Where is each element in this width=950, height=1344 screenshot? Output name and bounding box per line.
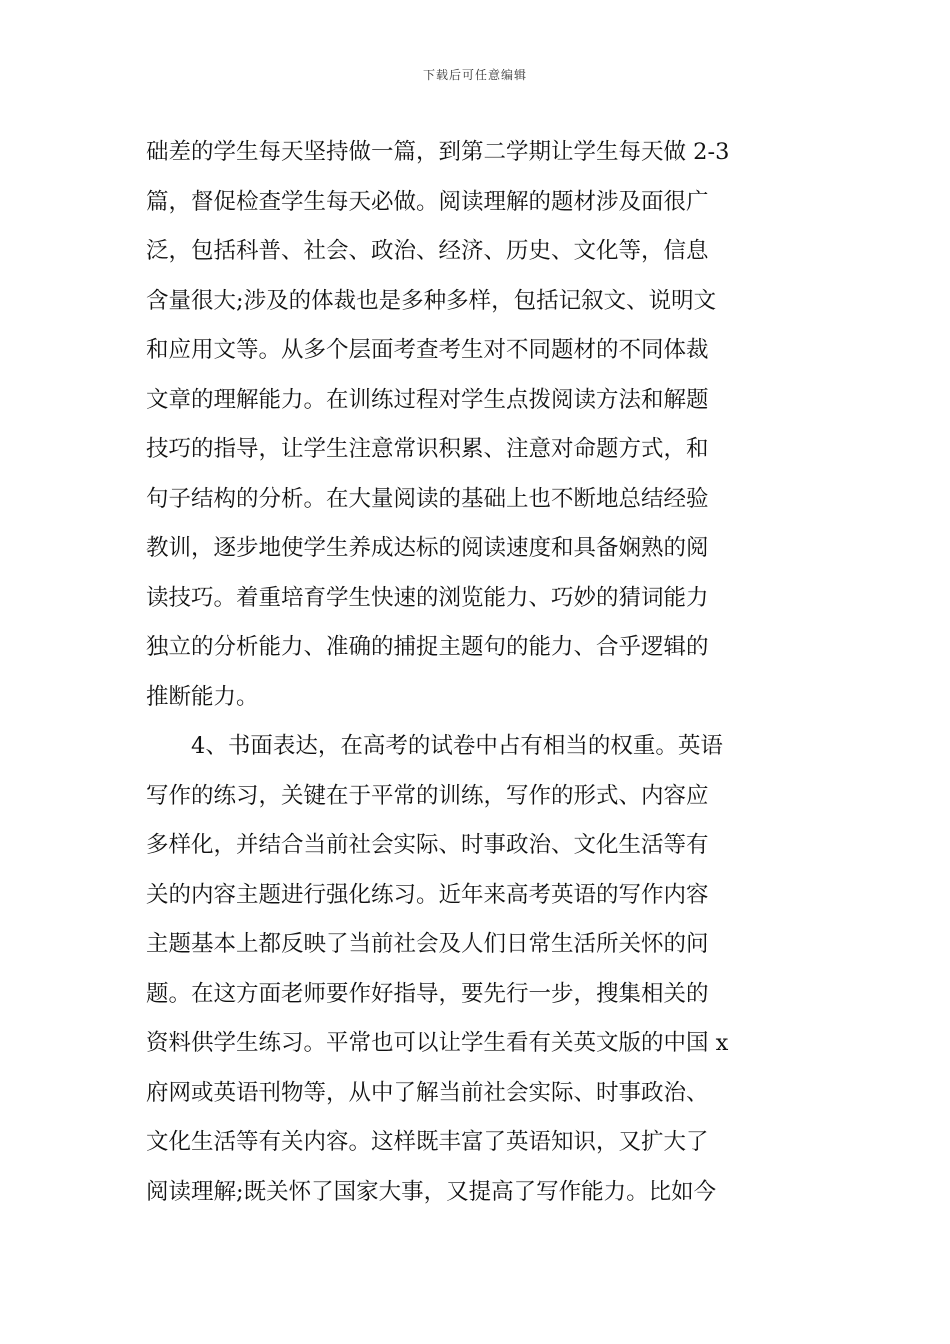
text-line: 和应用文等。从多个层面考查考生对不同题材的不同体裁 (146, 337, 709, 363)
text-line: 文化生活等有关内容。这样既丰富了英语知识，又扩大了 (146, 1129, 709, 1155)
paragraph-2 (146, 722, 816, 1217)
text-line: 府网或英语刊物等，从中了解当前社会实际、时事政治、 (146, 1079, 709, 1106)
text-line: 主题基本上都反映了当前社会及人们日常生活所关怀的问 (146, 931, 709, 957)
text-line: 阅读理解;既关怀了国家大事，又提高了写作能力。比如今 (146, 1178, 717, 1205)
text-line: 关的内容主题进行强化练习。近年来高考英语的写作内容 (146, 881, 709, 908)
page-header: 下载后可任意编辑 (422, 68, 527, 82)
text-line: 资料供学生练习。平常也可以让学生看有关英文版的中国 x (146, 1030, 729, 1056)
text-line: 读技巧。着重培育学生快速的浏览能力、巧妙的猜词能力 (146, 584, 709, 611)
text-line: 技巧的指导，让学生注意常识积累、注意对命题方式，和 (146, 436, 709, 462)
text-line: 推断能力。 (146, 683, 259, 710)
text-line: 含量很大;涉及的体裁也是多种多样，包括记叙文、说明文 (146, 287, 717, 314)
text-line: 篇，督促检查学生每天必做。阅读理解的题材涉及面很广 (146, 188, 709, 215)
text-line: 独立的分析能力、准确的捕捉主题句的能力、合乎逻辑的 (146, 634, 709, 660)
text-line: 题。在这方面老师要作好指导，要先行一步，搜集相关的 (146, 980, 709, 1007)
text-line: 4、书面表达，在高考的试卷中占有相当的权重。英语 (191, 733, 723, 759)
text-line: 础差的学生每天坚持做一篇，到第二学期让学生每天做 2-3 (146, 139, 730, 165)
text-line: 教训，逐步地使学生养成达标的阅读速度和具备娴熟的阅 (146, 535, 709, 561)
document-body (146, 128, 816, 1217)
paragraph-1 (146, 128, 816, 722)
text-line: 多样化，并结合当前社会实际、时事政治、文化生活等有 (146, 832, 709, 858)
text-line: 写作的练习，关键在于平常的训练，写作的形式、内容应 (146, 782, 709, 809)
text-line: 句子结构的分析。在大量阅读的基础上也不断地总结经验 (146, 485, 709, 512)
text-line: 文章的理解能力。在训练过程对学生点拨阅读方法和解题 (146, 386, 709, 413)
text-line: 泛，包括科普、社会、政治、经济、历史、文化等，信息 (146, 238, 709, 264)
